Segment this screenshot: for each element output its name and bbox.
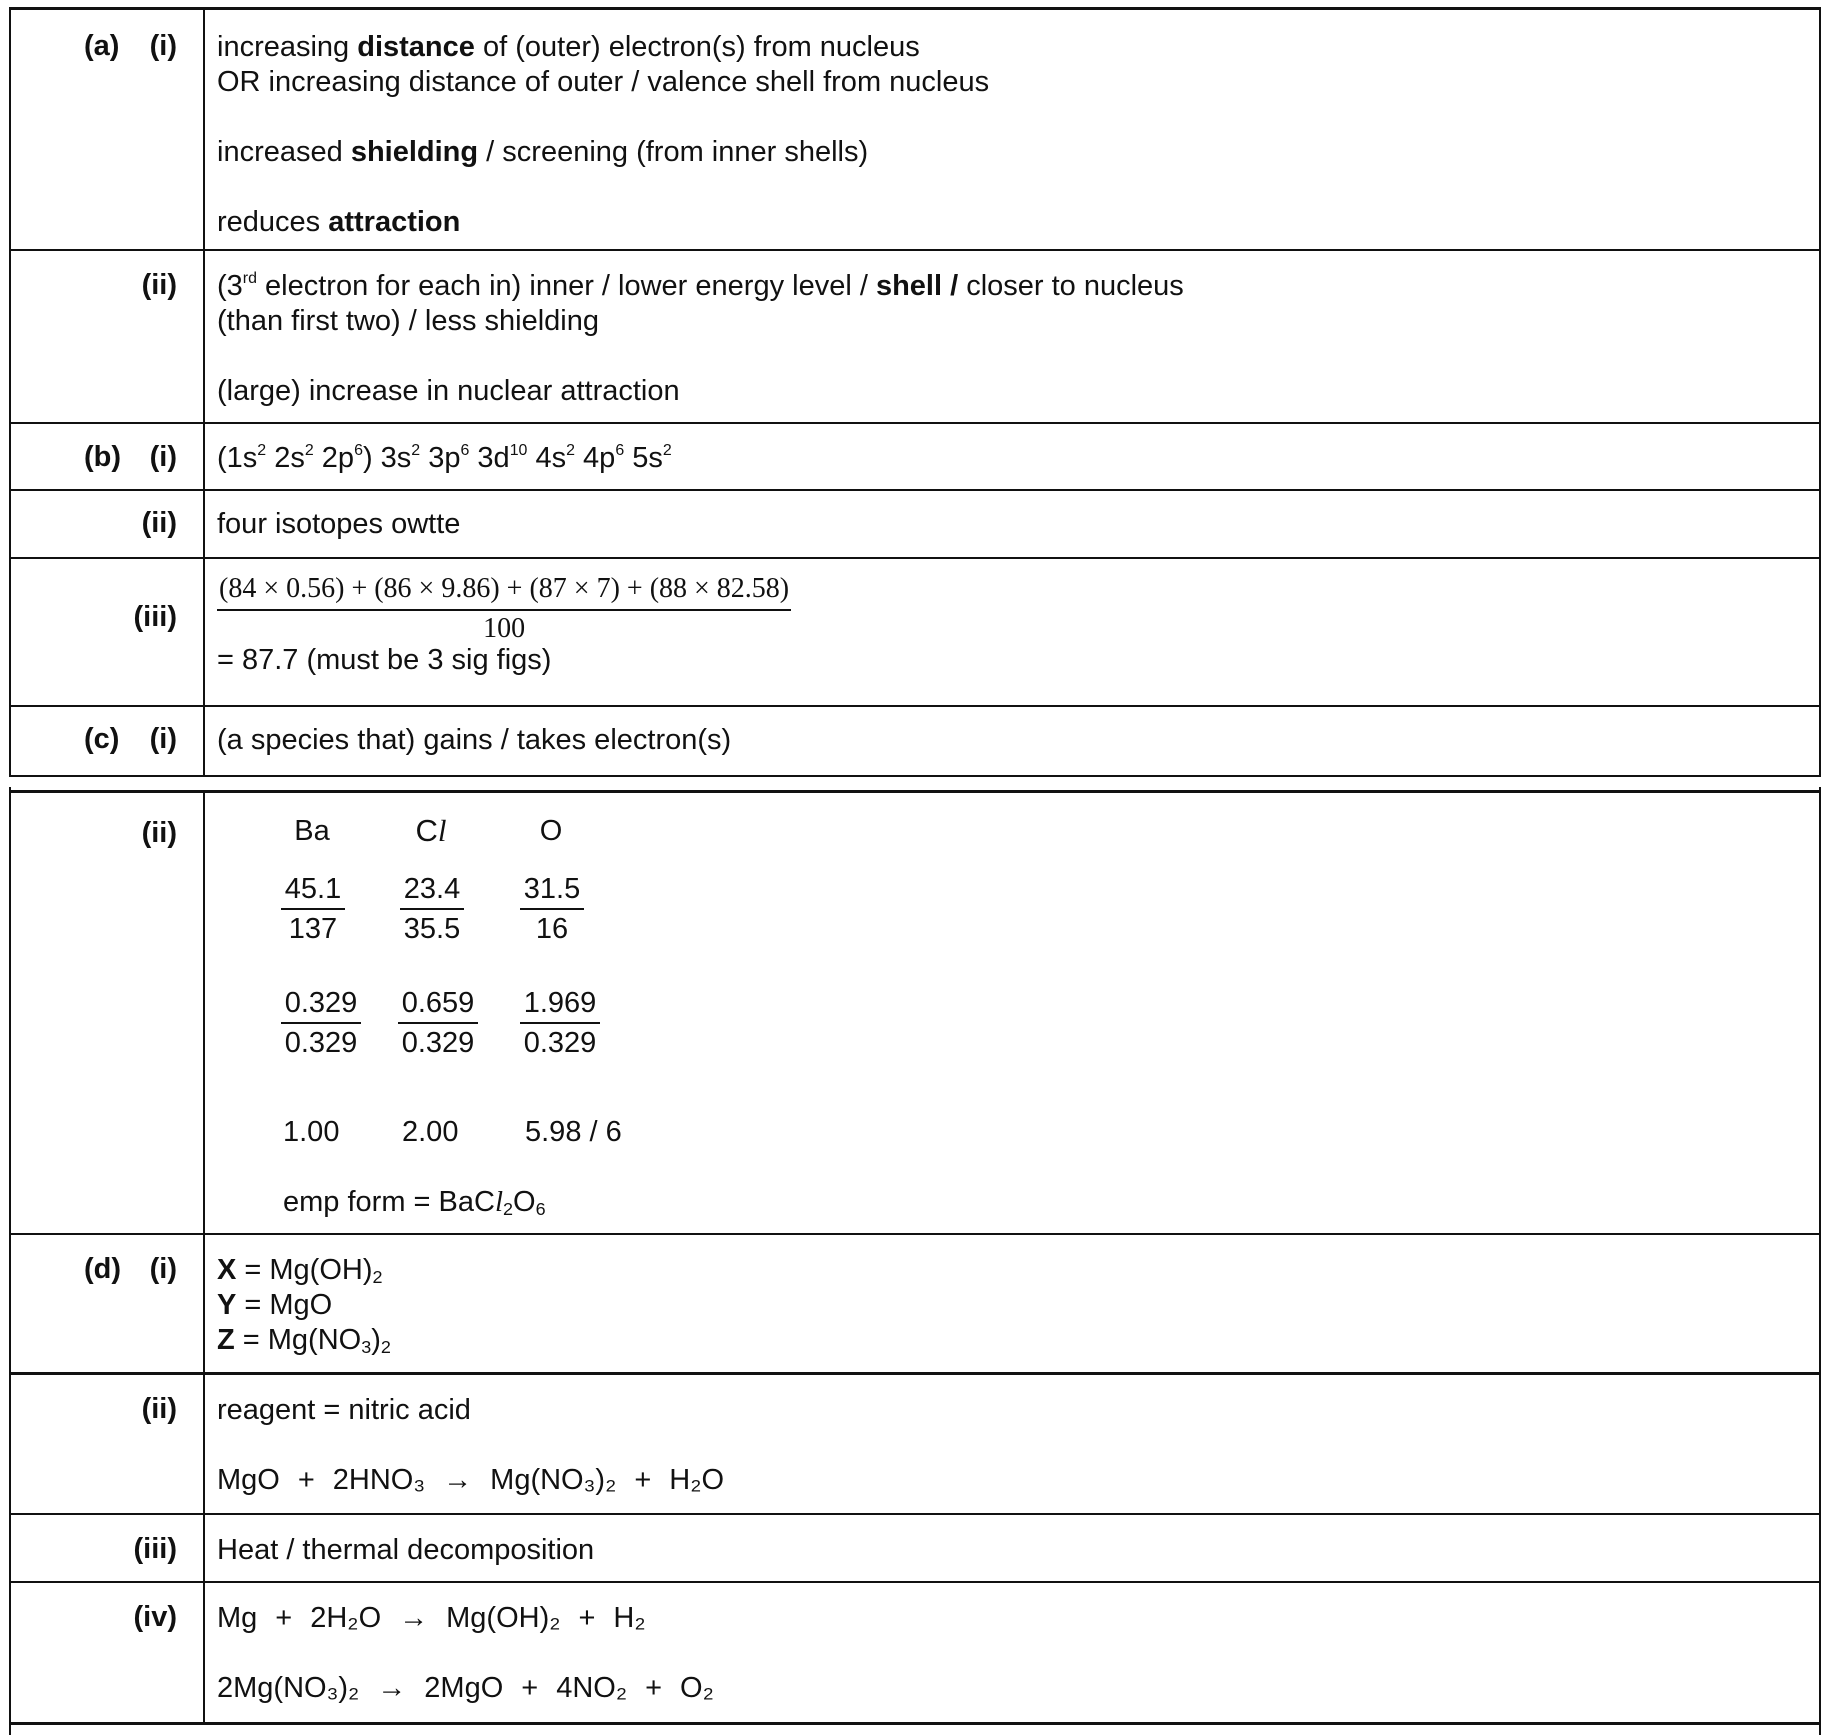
subpart-label: (ii) <box>141 507 177 539</box>
reaction-arrow: → <box>399 1602 429 1634</box>
chemical-species: 2Mg(NO₃)₂ <box>217 1672 360 1704</box>
answer-line: Y = MgO <box>217 1289 333 1321</box>
orbital-electron-count: 6 <box>460 442 470 460</box>
answer-line: reduces attraction <box>217 206 461 238</box>
answer-line: reagent = nitric acid <box>217 1394 471 1426</box>
answer-line: (a species that) gains / takes electron(s) <box>217 724 732 756</box>
answer-cell <box>217 507 1809 542</box>
question-label <box>11 1235 205 1374</box>
empirical-formula: emp form = $BaCl_2O_6$ <box>283 1186 546 1219</box>
orbital-term: 4p <box>574 442 616 474</box>
row-a-i <box>11 7 1819 252</box>
fraction-denominator: 100 <box>483 613 526 644</box>
question-label <box>11 793 205 1236</box>
answer-line: (large) increase in nuclear attraction <box>217 375 680 407</box>
orbital-electron-count: 10 <box>509 442 528 460</box>
reaction-arrow: → <box>443 1464 473 1496</box>
mark-scheme-table-top <box>9 7 1821 777</box>
row-d-iv <box>11 1581 1819 1725</box>
row-d-ii <box>11 1372 1819 1516</box>
fraction-cl-ratio: 0.659 0.329 <box>398 984 478 1062</box>
answer-cell <box>217 441 1809 476</box>
answer-cell <box>217 723 1809 758</box>
chemical-species: Mg(OH)₂ <box>446 1602 561 1634</box>
answer-line: $Z = Mg(NO_3)_2$ <box>217 1324 391 1357</box>
chemical-species: Mg <box>217 1602 258 1634</box>
chemical-equation <box>217 1463 1809 1498</box>
chemical-species: MgO <box>217 1464 280 1496</box>
answer-line: Heat / thermal decomposition <box>217 1534 595 1566</box>
ratio-o: 5.98 / 6 <box>525 1116 622 1148</box>
orbital-term: 2p <box>313 442 355 474</box>
row-a-ii <box>11 249 1819 424</box>
chemical-equation <box>217 1671 1809 1706</box>
question-label <box>11 707 205 775</box>
answer-cell <box>217 1601 1809 1706</box>
subpart-label: (ii) <box>141 817 177 849</box>
answer-line: (3rd electron for each in) inner / lower energy level / shell / closer to nucleus <box>217 270 1184 302</box>
fraction-ba-mass: 45.1 137 <box>281 870 345 948</box>
mass-calculation-fraction <box>217 571 791 643</box>
chemical-species: H₂ <box>613 1602 646 1634</box>
chemical-species: O₂ <box>680 1672 714 1704</box>
chemical-species: 4NO₂ <box>556 1672 628 1704</box>
orbital-electron-count: 6 <box>615 442 625 460</box>
ratio-ba: 1.00 <box>283 1116 340 1148</box>
orbital-term: 5s <box>624 442 663 474</box>
orbital-term: 3p <box>420 442 461 474</box>
answer-line: (than first two) / less shielding <box>217 305 599 337</box>
question-label <box>11 1375 205 1516</box>
fraction-cl-mass: 23.4 35.5 <box>400 870 464 948</box>
question-label <box>11 251 205 424</box>
question-label <box>11 10 205 252</box>
part-label: (c) <box>84 723 120 755</box>
orbital-term: 4s <box>527 442 567 474</box>
plus-sign: + <box>634 1464 652 1496</box>
question-label <box>11 1515 205 1583</box>
electron-configuration <box>217 441 1809 476</box>
chemical-species: Mg(NO₃)₂ <box>490 1464 617 1496</box>
row-c-i <box>11 705 1819 777</box>
subpart-label: (iii) <box>133 601 177 633</box>
plus-sign: + <box>521 1672 539 1704</box>
question-label <box>11 491 205 559</box>
answer-cell <box>217 30 1809 240</box>
answer-cell <box>217 269 1809 409</box>
orbital-electron-count: 2 <box>411 442 421 460</box>
orbital-term: 3d <box>469 442 510 474</box>
answer-line: increased shielding / screening (from inner shells) <box>217 136 869 168</box>
plus-sign: + <box>297 1464 315 1496</box>
orbital-term: 2s <box>266 442 305 474</box>
plus-sign: + <box>645 1672 663 1704</box>
chemical-species: 2HNO₃ <box>332 1464 426 1496</box>
question-label <box>11 559 205 707</box>
subpart-label: (i) <box>149 441 177 473</box>
subpart-label: (i) <box>149 723 177 755</box>
orbital-electron-count: 2 <box>257 442 267 460</box>
plus-sign: + <box>275 1602 293 1634</box>
question-label <box>11 424 205 491</box>
orbital-electron-count: 6 <box>354 442 363 460</box>
question-label <box>11 1583 205 1722</box>
reaction-arrow: → <box>377 1672 407 1704</box>
orbital-electron-count: 2 <box>662 442 672 460</box>
orbital-term: (1s <box>217 442 258 474</box>
orbital-term: ) 3s <box>362 442 412 474</box>
fraction-numerator: (84 × 0.56) + (86 × 9.86) + (87 × 7) + (88 × 82.58) <box>217 571 791 611</box>
answer-cell <box>217 1253 1809 1358</box>
chemical-equation <box>217 1601 1809 1636</box>
answer-line: four isotopes owtte <box>217 508 461 540</box>
element-o: O <box>539 815 563 847</box>
answer-cell <box>217 1393 1809 1498</box>
fraction-o-ratio: 1.969 0.329 <box>520 984 600 1062</box>
part-label: (d) <box>84 1253 122 1285</box>
mark-scheme-table-bottom <box>9 787 1821 1735</box>
row-c-ii <box>11 790 1819 1236</box>
answer-line: $X = Mg(OH)_2$ <box>217 1254 383 1287</box>
answer-line: increasing distance of (outer) electron(s) from nucleus <box>217 31 920 63</box>
row-b-i <box>11 422 1819 491</box>
answer-line: OR increasing distance of outer / valence shell from nucleus <box>217 66 990 98</box>
part-label: (b) <box>84 441 122 473</box>
chemical-species: 2MgO <box>424 1672 504 1704</box>
subpart-label: (iv) <box>133 1601 177 1633</box>
element-ba: Ba <box>294 815 330 847</box>
row-d-iii <box>11 1513 1819 1583</box>
row-b-ii <box>11 489 1819 559</box>
empirical-formula-working <box>217 793 817 1233</box>
subpart-label: (i) <box>149 30 177 62</box>
subpart-label: (iii) <box>133 1533 177 1565</box>
subpart-label: (ii) <box>141 1393 177 1425</box>
row-d-i <box>11 1233 1819 1374</box>
row-b-iii <box>11 557 1819 707</box>
answer-cell <box>217 1533 1809 1568</box>
element-cl: Cl <box>415 813 447 848</box>
ratio-cl: 2.00 <box>402 1116 459 1148</box>
chemical-species: H₂O <box>669 1464 725 1496</box>
chemical-species: 2H₂O <box>310 1602 382 1634</box>
answer-line: = 87.7 (must be 3 sig figs) <box>217 644 552 676</box>
subpart-label: (i) <box>149 1253 177 1285</box>
subpart-label: (ii) <box>141 269 177 301</box>
fraction-ba-ratio: 0.329 0.329 <box>281 984 361 1062</box>
orbital-electron-count: 2 <box>566 442 575 460</box>
part-label: (a) <box>84 30 120 62</box>
plus-sign: + <box>578 1602 596 1634</box>
fraction-o-mass: 31.5 16 <box>520 870 584 948</box>
orbital-electron-count: 2 <box>304 442 314 460</box>
answer-cell <box>217 571 1809 678</box>
